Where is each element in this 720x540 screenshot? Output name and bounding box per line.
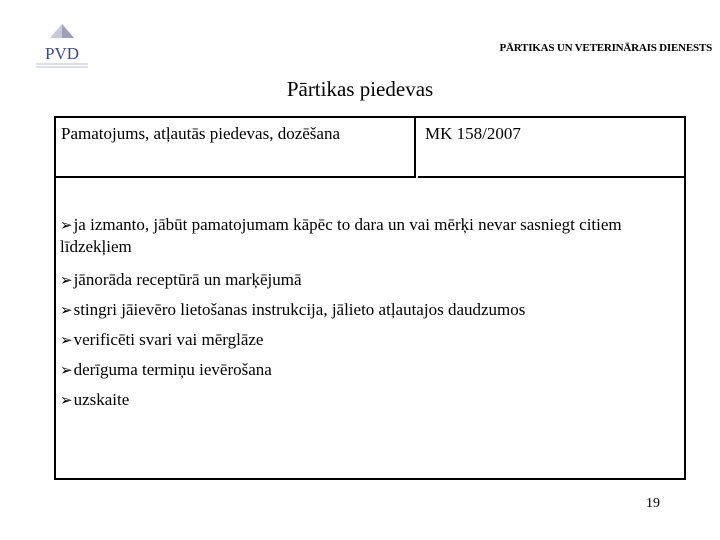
list-item: ➢jānorāda receptūrā un marķējumā	[60, 270, 302, 289]
page-number: 19	[646, 496, 660, 511]
arrow-right-icon: ➢	[60, 216, 73, 234]
content-frame	[54, 116, 686, 511]
list-item: ➢verificēti svari vai mērglāze	[60, 330, 264, 349]
slide-title: Pārtikas piedevas	[286, 77, 434, 101]
bullet-list	[60, 214, 680, 415]
arrow-right-icon: ➢	[60, 331, 73, 349]
table-header-right: MK 158/2007	[418, 118, 684, 178]
list-item: ➢ja izmanto, jābūt pamatojumam kāpēc to dara un vai mērķi nevar sasniegt citiem līdzekļiem	[60, 215, 622, 256]
arrow-right-icon: ➢	[60, 301, 73, 319]
arrow-right-icon: ➢	[60, 271, 73, 289]
list-item: ➢derīguma termiņu ievērošana	[60, 360, 272, 379]
list-item: ➢uzskaite	[60, 390, 130, 409]
svg-text:PVD: PVD	[44, 44, 80, 63]
arrow-right-icon: ➢	[60, 391, 73, 409]
list-item: ➢stingri jāievēro lietošanas instrukcija, jālieto atļautajos daudzumos	[60, 300, 526, 319]
arrow-right-icon: ➢	[60, 361, 73, 379]
table-header-left: Pamatojums, atļautās piedevas, dozēšana	[56, 118, 416, 178]
pvd-logo	[30, 22, 94, 72]
organization-name: PĀRTIKAS UN VETERINĀRAIS DIENESTS	[499, 42, 712, 54]
